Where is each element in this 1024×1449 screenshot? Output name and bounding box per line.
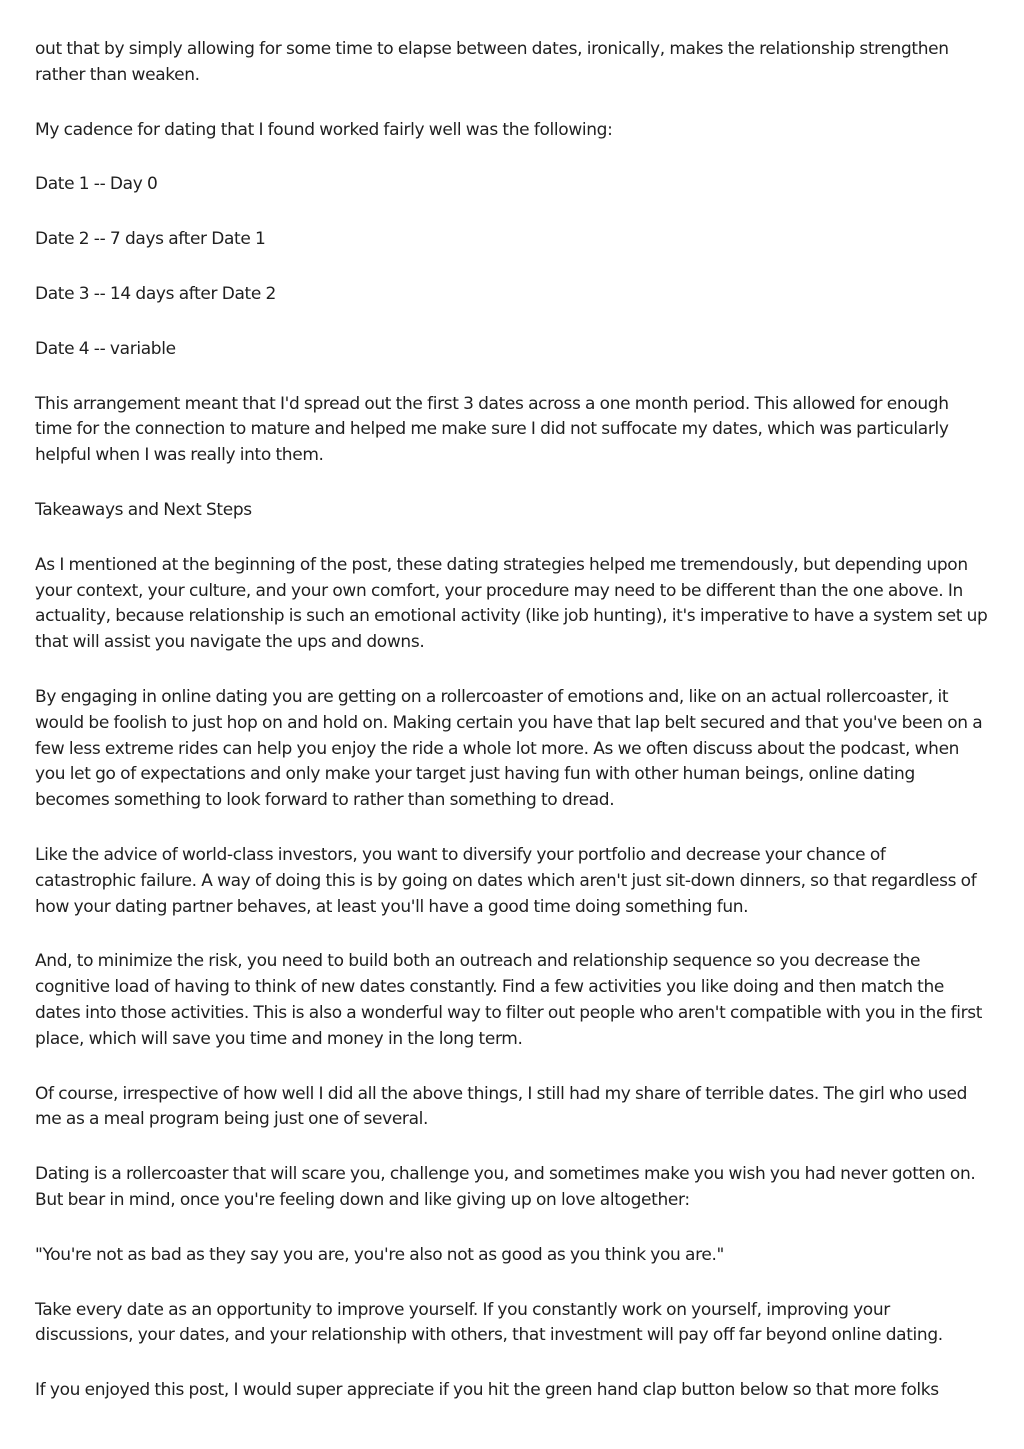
paragraph-arrangement: This arrangement meant that I'd spread out the first 3 dates across a one month period. This allowed for enough time for the connection to mature and helped me make sure I did not suffocate my dates, which was particularly helpful when I was really into them. [35, 393, 949, 466]
paragraph-diversify: Like the advice of world-class investors, you want to diversify your portfolio and decrease your chance of catastrophic failure. A way of doing this is by going on dates which aren't just sit-down dinners, so that regardless of how your dating partner behaves, at least you'll have a good time doing something fun. [35, 844, 977, 917]
paragraph-dating-rollercoaster: Dating is a rollercoaster that will scare you, challenge you, and sometimes make you wish you had never gotten on. But bear in mind, once you're feeling down and like giving up on love altogether: [35, 1164, 976, 1210]
paragraph-rollercoaster: By engaging in online dating you are getting on a rollercoaster of emotions and, like on an actual rollercoaster, it would be foolish to just hop on and hold on. Making certain you have that lap belt secured and that you've been on a few less extreme rides can help you enjoy the ride a whole lot more. As we often discuss about the podcast, when you let go of expectations and only make your target just having fun with other human beings, online dating becomes something to look forward to rather than something to dread. [35, 686, 983, 811]
paragraph-quote: "You're not as bad as they say you are, you're also not as good as you think you are." [35, 1244, 724, 1265]
paragraph-improve-yourself: Take every date as an opportunity to improve yourself. If you constantly work on yourself, improving your discussions, your dates, and your relationship with others, that investment will pay off far beyond online dating. [35, 1299, 943, 1346]
section-heading-takeaways: Takeaways and Next Steps [35, 499, 252, 520]
paragraph-clap-request: If you enjoyed this post, I would super appreciate if you hit the green hand clap button below so that more folks [35, 1380, 939, 1401]
paragraph-date-3: Date 3 -- 14 days after Date 2 [35, 283, 276, 304]
article-body [35, 37, 990, 1404]
paragraph-minimize-risk: And, to minimize the risk, you need to build both an outreach and relationship sequence so you decrease the cognitive load of having to think of new dates constantly. Find a few activities you like doing and then match the dates into those activities. This is also a wonderful way to filter out people who aren't compatible with you in the first place, which will save you time and money in the long term. [35, 951, 983, 1049]
paragraph-date-4: Date 4 -- variable [35, 338, 176, 359]
paragraph-intro-continuation: out that by simply allowing for some time to elapse between dates, ironically, makes the relationship strengthen rather than weaken. [35, 39, 949, 85]
paragraph-strategies: As I mentioned at the beginning of the post, these dating strategies helped me tremendously, but depending upon your context, your culture, and your own comfort, your procedure may need to be different than the one above. In actuality, because relationship is such an emotional activity (like job hunting), it's imperative to have a system set up that will assist you navigate the ups and downs. [35, 554, 988, 653]
paragraph-cadence-intro: My cadence for dating that I found worked fairly well was the following: [35, 119, 613, 140]
paragraph-date-2: Date 2 -- 7 days after Date 1 [35, 229, 266, 250]
paragraph-terrible-dates: Of course, irrespective of how well I did all the above things, I still had my share of terrible dates. The girl who used me as a meal program being just one of several. [35, 1083, 968, 1130]
paragraph-date-1: Date 1 -- Day 0 [35, 174, 158, 195]
